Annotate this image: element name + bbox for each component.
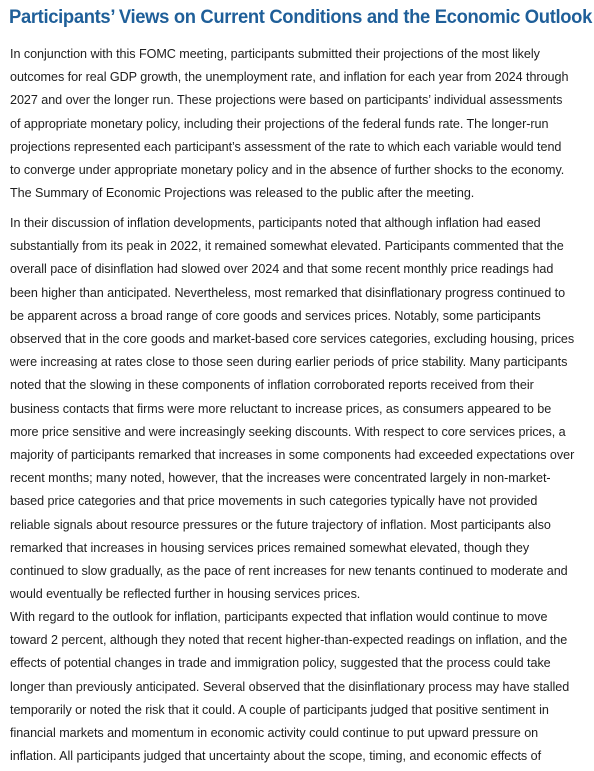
text-line: The Summary of Economic Projections was released to the public after the meeting. (10, 186, 475, 201)
section-heading: Participants’ Views on Current Conditions and the Economic Outlook (9, 7, 593, 28)
text-line: effects of potential changes in trade and immigration policy, suggested that the process could take (10, 656, 551, 671)
text-line: temporarily or noted the risk that it could. A couple of participants judged that positive sentiment in (10, 702, 549, 717)
text-line: of appropriate monetary policy, including their projections of the federal funds rate. The longer-run (10, 116, 549, 131)
text-line: would eventually be reflected further in housing services prices. (10, 587, 361, 602)
text-line: based price categories and that price movements in such categories typically have not provided (10, 494, 538, 509)
text-line: more price sensitive and were increasingly seeking discounts. With respect to core services prices, a (10, 424, 566, 439)
text-line: reliable signals about resource pressures or the future trajectory of inflation. Most participants also (10, 517, 551, 532)
text-line: financial markets and momentum in economic activity could continue to put upward pressure on (10, 726, 539, 741)
text-line: be apparent across a broad range of core goods and services prices. Notably, some participants (10, 308, 541, 323)
text-line: inflation. All participants judged that uncertainty about the scope, timing, and economic effects of (10, 749, 542, 764)
text-line: In conjunction with this FOMC meeting, participants submitted their projections of the most likely (10, 47, 540, 61)
text-line: In their discussion of inflation developments, participants noted that although inflation had eased (10, 216, 541, 230)
text-line: observed that in the core goods and market-based core services categories, excluding housing, prices (10, 332, 575, 347)
paragraph-inflation-outlook (10, 606, 569, 768)
text-line: business contacts that firms were more reluctant to increase prices, as consumers appeared to be (10, 401, 552, 416)
text-line: 2027 and over the longer run. These projections were based on participants’ individual assessments (10, 93, 563, 108)
text-line: recent months; many noted, however, that the increases were concentrated largely in non-market- (10, 471, 551, 486)
text-line: longer than previously anticipated. Several observed that the disinflationary process may have stalled (10, 679, 570, 694)
paragraph-projections (10, 43, 568, 205)
text-line: to converge under appropriate monetary policy and in the absence of further shocks to the economy. (10, 163, 565, 178)
text-line: outcomes for real GDP growth, the unemployment rate, and inflation for each year from 2024 through (10, 70, 569, 85)
text-line: projections represented each participant’s assessment of the rate to which each variable would tend (10, 139, 562, 154)
text-line: continued to slow gradually, as the pace of rent increases for new tenants continued to moderate and (10, 564, 568, 579)
text-line: With regard to the outlook for inflation, participants expected that inflation would continue to move (10, 610, 548, 624)
text-line: substantially from its peak in 2022, it remained somewhat elevated. Participants commented that the (10, 239, 564, 254)
text-line: overall pace of disinflation had slowed over 2024 and that some recent monthly price readings had (10, 262, 554, 277)
paragraph-inflation-developments (10, 212, 574, 606)
text-line: noted that the slowing in these components of inflation corroborated reports received from their (10, 378, 534, 393)
text-line: remarked that increases in housing services prices remained somewhat elevated, though they (10, 540, 530, 555)
text-line: majority of participants remarked that increases in some components had exceeded expectations over (10, 448, 575, 463)
text-line: been higher than anticipated. Nevertheless, most remarked that disinflationary progress continued to (10, 285, 566, 300)
text-line: were increasing at rates close to those seen during earlier periods of price stability. Many participants (10, 355, 568, 370)
text-line: toward 2 percent, although they noted that recent higher-than-expected readings on inflation, and the (10, 633, 568, 648)
